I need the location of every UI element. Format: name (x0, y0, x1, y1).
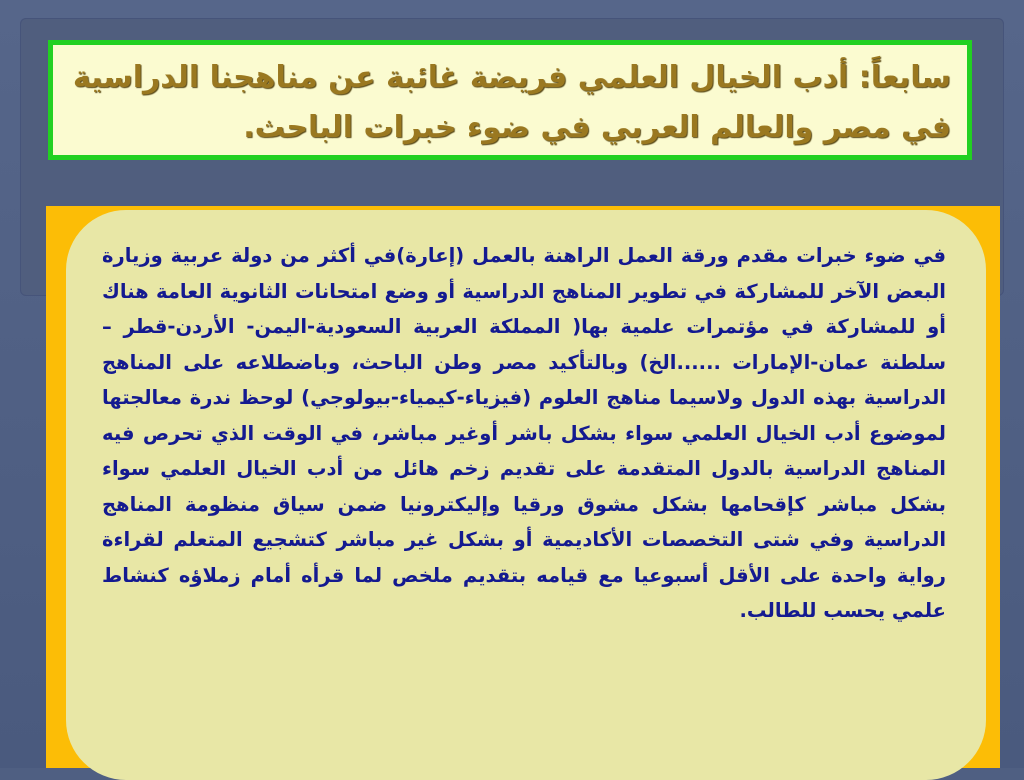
title-box (48, 40, 972, 160)
body-paragraph: في ضوء خبرات مقدم ورقة العمل الراهنة بالعمل (إعارة)في أكثر من دولة عربية وزيارة البعض الآخر للمشاركة في تطوير المناهج الدراسية أو وضع امتحانات الثانوية العامة هناك أو للمشاركة في مؤتمرات علمية بها( المملكة العربية السعودية-اليمن- الأردن-قطر –سلطنة عمان-الإمارات ......الخ) وبالتأكيد مصر وطن الباحث، وباضطلاعه على المناهج الدراسية بهذه الدول ولاسيما مناهج العلوم (فيزياء-كيمياء-بيولوجي) لوحظ ندرة معالجتها لموضوع أدب الخيال العلمي سواء بشكل باشر أوغير مباشر، في الوقت الذي تحرص فيه المناهج الدراسية بالدول المتقدمة على تقديم زخم هائل من أدب الخيال العلمي سواء بشكل مباشر كإقحامها بشكل مشوق ورقيا وإليكترونيا ضمن سياق منظومة المناهج الدراسية وفي شتى التخصصات الأكاديمية أو بشكل غير مباشر كتشجيع المتعلم لقراءة رواية واحدة على الأقل أسبوعيا مع قيامه بتقديم ملخص لما قرأه أمام زملاؤه كنشاط علمي يحسب للطالب. (102, 244, 946, 622)
text-card (66, 210, 986, 780)
slide-title: سابعاً: أدب الخيال العلمي فريضة غائبة عن مناهجنا الدراسية في مصر والعالم العربي في ضوء خبرات الباحث. (72, 60, 951, 145)
